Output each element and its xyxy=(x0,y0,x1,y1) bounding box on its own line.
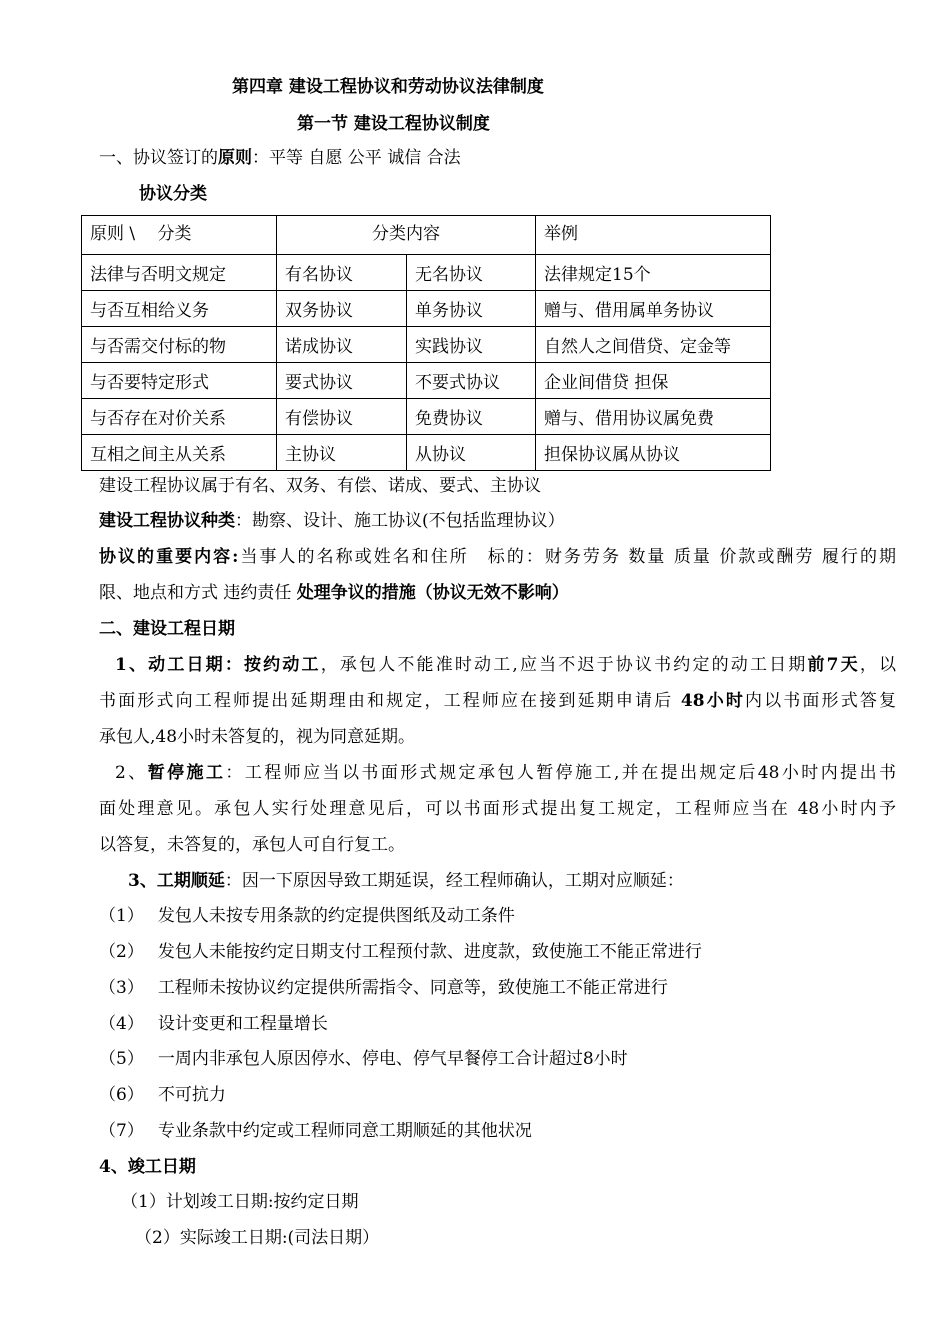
list-num: （4） xyxy=(99,1014,144,1034)
item3-text: ：因一下原因导致工期延误，经工程师确认，工期对应顺延： xyxy=(224,871,684,891)
table-cell: 法律规定15个 xyxy=(536,255,771,291)
table-cell: 单务协议 xyxy=(407,291,536,327)
table-cell: 无名协议 xyxy=(407,255,536,291)
content-bold: 协议的重要内容: xyxy=(99,547,239,567)
completion-planned: （1）计划竣工日期:按约定日期 xyxy=(121,1192,359,1212)
content-bold-2: 处理争议的措施（协议无效不影响） xyxy=(296,583,569,603)
list-num: （5） xyxy=(99,1049,144,1069)
table-cell: 双务协议 xyxy=(277,291,407,327)
header-example: 举例 xyxy=(536,216,771,255)
item2-line-1 xyxy=(115,762,896,784)
table-cell: 主协议 xyxy=(277,435,407,471)
list-item xyxy=(99,905,515,927)
table-cell: 互相之间主从关系 xyxy=(82,435,277,471)
item1-line2b: 48小时 xyxy=(680,691,745,711)
classify-heading: 协议分类 xyxy=(139,184,207,204)
item1-line2a: 书面形式向工程师提出延期理由和规定，工程师应在接到延期申请后 xyxy=(99,691,681,711)
list-text: 不可抗力 xyxy=(157,1085,226,1105)
principle-prefix: 一、协议签订的 xyxy=(99,148,218,168)
table-cell: 企业间借贷 担保 xyxy=(536,363,771,399)
list-item xyxy=(99,1120,532,1142)
list-item xyxy=(99,977,668,999)
list-text: 设计变更和工程量增长 xyxy=(157,1014,328,1034)
item2-bold: 暂停施工 xyxy=(147,763,226,783)
table-row xyxy=(82,327,771,363)
table-cell: 有名协议 xyxy=(277,255,407,291)
item3-bold: 3、工期顺延 xyxy=(128,871,225,891)
table-cell: 自然人之间借贷、定金等 xyxy=(536,327,771,363)
item2-prefix: 2、 xyxy=(115,763,148,783)
item3-line xyxy=(128,870,684,892)
content-line-1 xyxy=(99,546,896,568)
table-cell: 法律与否明文规定 xyxy=(82,255,277,291)
table-cell: 不要式协议 xyxy=(407,363,536,399)
table-cell: 与否需交付标的物 xyxy=(82,327,277,363)
item1-bold: 1、动工日期：按约动工 xyxy=(115,655,321,675)
header-content: 分类内容 xyxy=(277,216,536,255)
table-cell: 赠与、借用协议属免费 xyxy=(536,399,771,435)
table-cell: 免费协议 xyxy=(407,399,536,435)
item1-text: ，承包人不能准时动工,应当不迟于协议书约定的动工日期 xyxy=(320,655,808,675)
item1-line-1 xyxy=(115,654,896,676)
list-text: 发包人未按专用条款的约定提供图纸及动工条件 xyxy=(157,906,515,926)
item1-line-2 xyxy=(99,690,896,712)
table-cell: 赠与、借用属单务协议 xyxy=(536,291,771,327)
item1-line2c: 内以书面形式答复 xyxy=(744,691,896,711)
completion-actual: （2）实际竣工日期:(司法日期） xyxy=(135,1228,380,1248)
item1-text-2: ，以 xyxy=(859,655,896,675)
content-text-2: 限、地点和方式 违约责任 xyxy=(99,583,297,603)
table-row xyxy=(82,435,771,471)
item2-line-2: 面处理意见。承包人实行处理意见后，可以书面形式提出复工规定，工程师应当在 48小时内予 xyxy=(99,799,896,819)
table-row xyxy=(82,255,771,291)
table-cell: 与否存在对价关系 xyxy=(82,399,277,435)
table-row xyxy=(82,363,771,399)
belongs-line: 建设工程协议属于有名、双务、有偿、诺成、要式、主协议 xyxy=(99,476,541,496)
classification-table xyxy=(81,215,771,471)
types-line xyxy=(99,510,565,532)
principle-bold: 原则 xyxy=(218,148,252,168)
table-row xyxy=(82,399,771,435)
types-text: ：勘察、设计、施工协议(不包括监理协议） xyxy=(235,511,565,531)
content-line-2 xyxy=(99,582,569,604)
list-num: （3） xyxy=(99,978,144,998)
list-item xyxy=(99,1013,328,1035)
list-item xyxy=(99,1048,628,1070)
item2-text: ：工程师应当以书面形式规定承包人暂停施工,并在提出规定后48小时内提出书 xyxy=(225,763,896,783)
table-cell: 与否要特定形式 xyxy=(82,363,277,399)
list-num: （2） xyxy=(99,942,144,962)
header-principle: 原则 \ 分类 xyxy=(82,216,277,255)
dates-heading: 二、建设工程日期 xyxy=(99,619,235,639)
item2-line-3: 以答复，未答复的，承包人可自行复工。 xyxy=(99,835,405,855)
list-text: 专业条款中约定或工程师同意工期顺延的其他状况 xyxy=(157,1121,532,1141)
list-item xyxy=(99,941,702,963)
item1-bold-2: 前7天 xyxy=(807,655,860,675)
section-title: 第一节 建设工程协议制度 xyxy=(297,114,490,134)
table-cell: 与否互相给义务 xyxy=(82,291,277,327)
table-cell: 有偿协议 xyxy=(277,399,407,435)
list-text: 工程师未按协议约定提供所需指令、同意等，致使施工不能正常进行 xyxy=(157,978,668,998)
principle-suffix: ：平等 自愿 公平 诚信 合法 xyxy=(252,148,461,168)
list-num: （7） xyxy=(99,1121,144,1141)
table-cell: 从协议 xyxy=(407,435,536,471)
list-text: 一周内非承包人原因停水、停电、停气早餐停工合计超过8小时 xyxy=(157,1049,628,1069)
content-text-1: 当事人的名称或姓名和住所 标的：财务劳务 数量 质量 价款或酬劳 履行的期 xyxy=(238,547,896,567)
table-header-row xyxy=(82,216,771,255)
principle-line xyxy=(99,147,461,169)
completion-heading: 4、竣工日期 xyxy=(99,1157,196,1177)
table-cell: 担保协议属从协议 xyxy=(536,435,771,471)
table-cell: 要式协议 xyxy=(277,363,407,399)
list-text: 发包人未能按约定日期支付工程预付款、进度款，致使施工不能正常进行 xyxy=(157,942,702,962)
table-row xyxy=(82,291,771,327)
list-num: （1） xyxy=(99,906,144,926)
table-cell: 诺成协议 xyxy=(277,327,407,363)
list-num: （6） xyxy=(99,1085,144,1105)
types-bold: 建设工程协议种类 xyxy=(99,511,235,531)
item1-line-3: 承包人,48小时未答复的，视为同意延期。 xyxy=(99,727,416,747)
list-item xyxy=(99,1084,226,1106)
table-cell: 实践协议 xyxy=(407,327,536,363)
chapter-title: 第四章 建设工程协议和劳动协议法律制度 xyxy=(232,77,544,97)
